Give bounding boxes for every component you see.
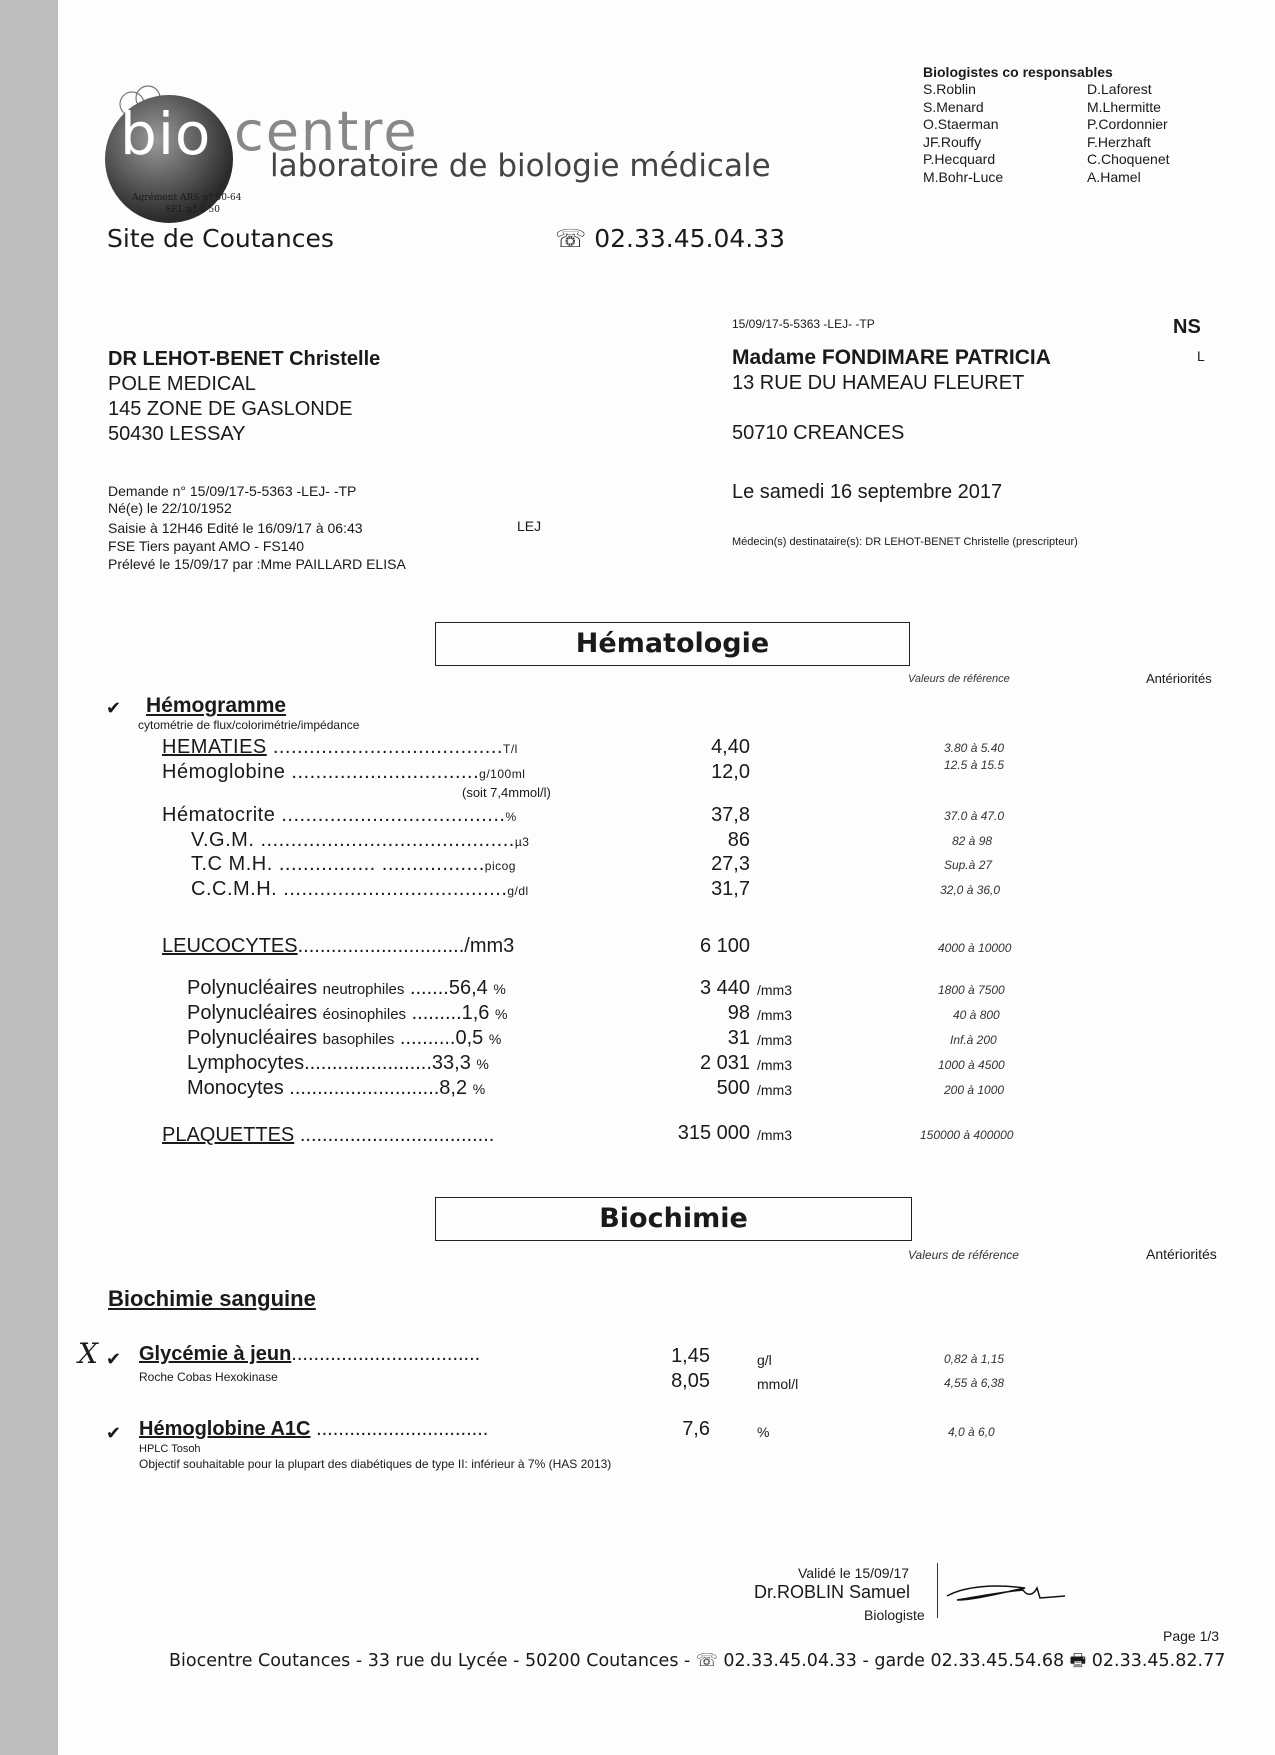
biologist-name: F.Herzhaft: [1087, 133, 1151, 150]
formula-row-monocytes: Monocytes ...........................8,2 %: [187, 1077, 486, 1099]
neutrophils-value: 3 440: [699, 977, 750, 999]
hba1c-note: Objectif souhaitable pour la plupart des diabétiques de type II: inférieur à 7% (HAS 2013): [139, 1457, 612, 1471]
validator-name: Dr.ROBLIN Samuel: [754, 1582, 911, 1602]
biologist-name: A.Hamel: [1087, 168, 1141, 185]
hematocrit-ref: 37.0 à 47.0: [944, 809, 1005, 823]
glycemia-method: Roche Cobas Hexokinase: [139, 1370, 278, 1384]
hematies-value: 4,40: [711, 736, 750, 758]
hematies-dots: ......................................: [266, 736, 503, 758]
leucocytes-value: 6 100: [699, 935, 750, 957]
ccmh-ref: 32,0 à 36,0: [940, 883, 1001, 897]
ref-values-header: Valeurs de référence: [908, 673, 1010, 685]
glycemia-ref-gl: 0,82 à 1,15: [944, 1352, 1005, 1366]
vgm-ref: 82 à 98: [952, 834, 993, 848]
lab-phone-number: 02.33.45.04.33: [594, 224, 786, 253]
signature-divider: [937, 1563, 938, 1618]
handwritten-x-mark: X: [78, 1337, 98, 1370]
ccmh-label: C.C.M.H. .....................................g/dl: [191, 878, 529, 900]
hematocrit-value: 37,8: [711, 804, 750, 826]
hematies-label: [162, 736, 518, 759]
formula-row-lymphocytes: Lymphocytes.......................33,3 %: [187, 1052, 489, 1074]
doctor-name: DR LEHOT-BENET Christelle: [108, 348, 381, 370]
glycemia-unit-mmol: mmol/l: [757, 1376, 799, 1392]
hemogram-method: cytométrie de flux/colorimétrie/impédance: [138, 718, 360, 732]
fse-info: FSE Tiers payant AMO - FS140: [108, 538, 305, 554]
monocytes-unit: /mm3: [757, 1082, 792, 1098]
glycemia-value-gl: 1,45: [671, 1345, 710, 1367]
biologist-name: D.Laforest: [1087, 81, 1152, 97]
tcmh-value: 27,3: [711, 853, 750, 875]
lab-phone: [555, 224, 785, 253]
agrement-line-2: SEL n° 3-50: [165, 205, 220, 215]
formula-row-eosinophils: Polynucléaires éosinophiles .........1,6 %: [187, 1002, 508, 1024]
check-icon: ✔: [106, 1349, 122, 1369]
biologist-name: C.Choquenet: [1087, 151, 1170, 167]
check-icon: ✔: [106, 698, 122, 718]
anteriority-header: Antériorités: [1146, 671, 1212, 686]
basophils-unit: /mm3: [757, 1032, 792, 1048]
hba1c-method: HPLC Tosoh: [139, 1443, 201, 1455]
hematies-ref: 3.80 à 5.40: [944, 741, 1005, 755]
recipients: Médecin(s) destinataire(s): DR LEHOT-BENET Christelle (prescripteur): [732, 536, 1078, 548]
glycemia-label: Glycémie à jeun..................................: [139, 1343, 481, 1365]
hba1c-ref: 4,0 à 6,0: [948, 1425, 995, 1439]
hematies-text: HEMATIES: [162, 736, 267, 758]
tcmh-label: T.C M.H. ................ .................picog: [191, 853, 516, 875]
biologist-name: JF.Rouffy: [923, 133, 982, 150]
bio-ref-header: Valeurs de référence: [908, 1248, 1019, 1262]
hba1c-label: Hémoglobine A1C ...............................: [139, 1418, 489, 1440]
basophils-value: 31: [727, 1027, 750, 1049]
bio-anteriority-header: Antériorités: [1146, 1246, 1217, 1262]
doctor-address-3: 50430 LESSAY: [108, 423, 246, 445]
hemoglobin-ref: 12.5 à 15.5: [944, 758, 1005, 772]
logo-subtitle: laboratoire de biologie médicale: [270, 148, 771, 184]
doctor-address-2: 145 ZONE DE GASLONDE: [108, 398, 353, 420]
platelets-unit: /mm3: [757, 1127, 792, 1143]
biologist-name: O.Staerman: [923, 116, 999, 132]
logo-centre: centre: [234, 100, 419, 163]
monocytes-ref: 200 à 1000: [944, 1083, 1005, 1097]
lymphocytes-ref: 1000 à 4500: [938, 1058, 1005, 1072]
glycemia-ref-mmol: 4,55 à 6,38: [944, 1376, 1005, 1390]
biologist-name: P.Cordonnier: [1087, 116, 1168, 132]
hemoglobin-value: 12,0: [711, 761, 750, 783]
hemoglobin-note: (soit 7,4mmol/l): [462, 785, 551, 800]
monocytes-value: 500: [716, 1077, 750, 1099]
ccmh-value: 31,7: [711, 878, 750, 900]
check-icon: ✔: [106, 1423, 122, 1443]
l-mark: L: [1197, 348, 1205, 364]
phone-icon: ☏: [555, 224, 595, 253]
hematology-title: Hématologie: [435, 622, 910, 666]
lymphocytes-unit: /mm3: [757, 1057, 792, 1073]
leucocytes-ref: 4000 à 10000: [938, 941, 1012, 955]
basophils-ref: Inf.à 200: [950, 1033, 997, 1047]
entry-info: Saisie à 12H46 Edité le 16/09/17 à 06:43: [108, 520, 363, 536]
vgm-value: 86: [727, 829, 750, 851]
glycemia-unit-gl: g/l: [757, 1352, 772, 1368]
patient-ref: 15/09/17-5-5363 -LEJ- -TP: [732, 317, 875, 331]
glycemia-value-mmol: 8,05: [671, 1370, 710, 1392]
site-name: Site de Coutances: [107, 224, 334, 253]
request-number: Demande n° 15/09/17-5-5363 -LEJ- -TP: [108, 483, 357, 499]
biologist-name: M.Lhermitte: [1087, 98, 1161, 115]
biochemistry-title: Biochimie: [435, 1197, 912, 1241]
validated-date: Validé le 15/09/17: [798, 1565, 910, 1581]
patient-address-2: 50710 CREANCES: [732, 422, 905, 444]
neutrophils-unit: /mm3: [757, 982, 792, 998]
doctor-address-1: POLE MEDICAL: [108, 373, 256, 395]
birth-date: Né(e) le 22/10/1952: [108, 500, 232, 516]
lej-code: LEJ: [517, 518, 542, 534]
agrement-line-1: Agrément ARS n° 50-64: [132, 193, 242, 203]
formula-row-neutrophils: Polynucléaires neutrophiles .......56,4 %: [187, 977, 506, 999]
tcmh-ref: Sup.à 27: [944, 858, 993, 872]
leucocytes-label: LEUCOCYTES............................../mm3: [162, 935, 515, 957]
signature-icon: [945, 1578, 1070, 1606]
biologists-heading: Biologistes co responsables: [923, 64, 1113, 80]
validator-role: Biologiste: [864, 1607, 925, 1623]
scan-edge: [0, 0, 58, 1755]
report-date: Le samedi 16 septembre 2017: [732, 481, 1003, 503]
page-number: Page 1/3: [1163, 1628, 1220, 1644]
platelets-label: PLAQUETTES ...................................: [162, 1124, 495, 1146]
biochemistry-section-title: Biochimie sanguine: [108, 1286, 316, 1311]
patient-address-1: 13 RUE DU HAMEAU FLEURET: [732, 372, 1025, 394]
platelets-value: 315 000: [677, 1122, 750, 1144]
biologist-name: M.Bohr-Luce: [923, 168, 1004, 185]
hematocrit-label: Hématocrite .....................................%: [162, 804, 517, 826]
footer-address: Biocentre Coutances - 33 rue du Lycée - 50200 Coutances - ☏ 02.33.45.04.33 - garde 02.33.45.54.68 🖶 02.33.45.82.77: [169, 1651, 1226, 1671]
eosinophils-ref: 40 à 800: [953, 1008, 1000, 1022]
ns-mark: NS: [1173, 316, 1201, 338]
eosinophils-value: 98: [727, 1002, 750, 1024]
logo-bio: bio: [120, 100, 212, 168]
biologist-name: P.Hecquard: [923, 151, 996, 167]
sampling-info: Prélevé le 15/09/17 par :Mme PAILLARD ELISA: [108, 556, 406, 572]
hba1c-unit: %: [757, 1424, 770, 1440]
neutrophils-ref: 1800 à 7500: [938, 983, 1005, 997]
hemogram-title: Hémogramme: [146, 694, 287, 717]
lymphocytes-value: 2 031: [699, 1052, 750, 1074]
platelets-ref: 150000 à 400000: [920, 1128, 1014, 1142]
biologist-name: S.Menard: [923, 98, 984, 115]
patient-name: Madame FONDIMARE PATRICIA: [732, 346, 1051, 369]
biologists-right-list: [1087, 81, 1170, 186]
hba1c-value: 7,6: [682, 1418, 710, 1440]
hematies-unit: T/l: [502, 742, 518, 756]
hemoglobin-label: Hémoglobine ...............................g/100ml: [162, 761, 526, 783]
biologists-left-list: [923, 81, 1003, 186]
formula-row-basophils: Polynucléaires basophiles ..........0,5 %: [187, 1027, 502, 1049]
eosinophils-unit: /mm3: [757, 1007, 792, 1023]
vgm-label: V.G.M. ..........................................µ3: [191, 829, 530, 851]
hemoglobin-unit: g/100ml: [479, 767, 526, 781]
biologist-name: S.Roblin: [923, 81, 976, 97]
